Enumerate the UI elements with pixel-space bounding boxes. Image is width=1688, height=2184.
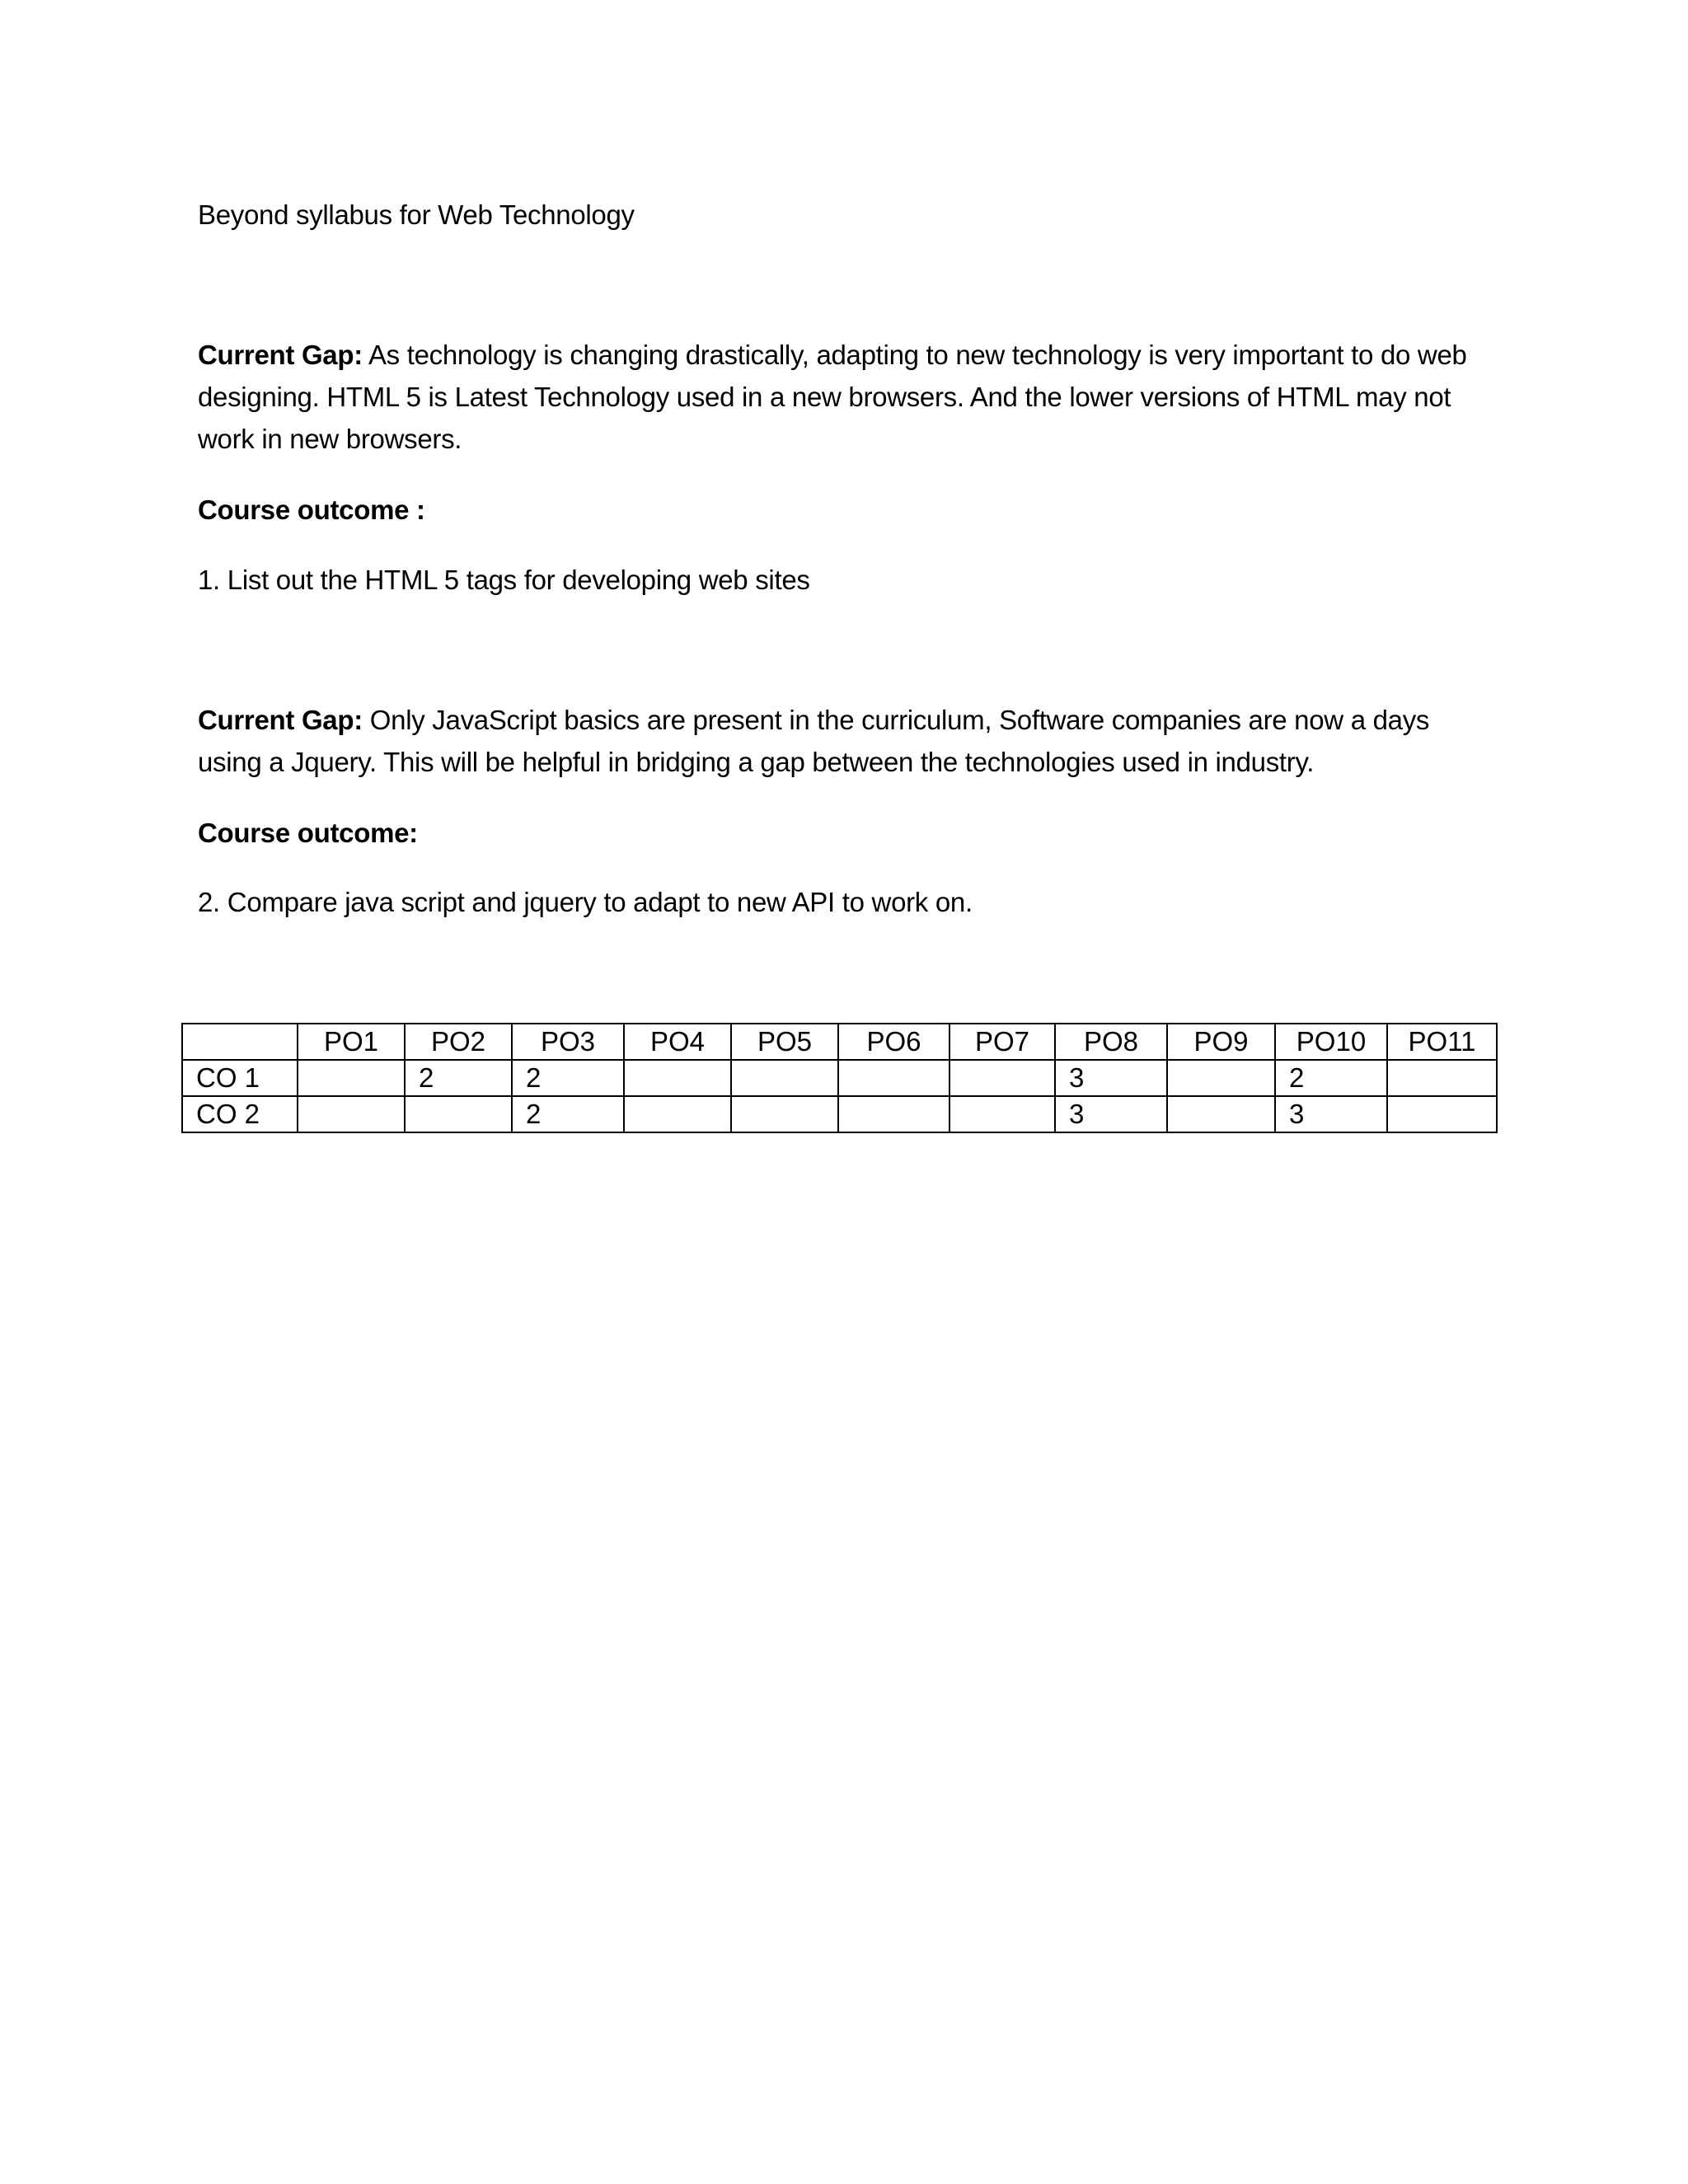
header-cell-po10: PO10 bbox=[1275, 1024, 1387, 1060]
header-cell-empty bbox=[182, 1024, 298, 1060]
table-row bbox=[182, 1060, 1497, 1096]
table-cell bbox=[1167, 1096, 1275, 1132]
table-cell bbox=[950, 1096, 1055, 1132]
table-cell bbox=[838, 1096, 950, 1132]
header-cell-po7: PO7 bbox=[950, 1024, 1055, 1060]
current-gap-text-2: Only JavaScript basics are present in the curriculum, Software companies are now a days using a Jquery. This will be helpful in bridging a gap between the technologies used in industry. bbox=[198, 705, 1430, 777]
course-outcome-item-1: 1. List out the HTML 5 tags for developing web sites bbox=[198, 565, 810, 595]
co-po-mapping-table bbox=[181, 1023, 1498, 1133]
current-gap-paragraph-2 bbox=[198, 699, 1500, 783]
header-cell-po3: PO3 bbox=[512, 1024, 624, 1060]
header-cell-po5: PO5 bbox=[731, 1024, 838, 1060]
document-title: Beyond syllabus for Web Technology bbox=[198, 199, 635, 230]
table-cell bbox=[298, 1096, 405, 1132]
current-gap-label-1: Current Gap: bbox=[198, 340, 363, 370]
table-cell bbox=[624, 1096, 731, 1132]
table-cell bbox=[624, 1060, 731, 1096]
course-outcome-heading-2: Course outcome: bbox=[198, 818, 418, 848]
course-outcome-heading-1: Course outcome : bbox=[198, 494, 425, 525]
current-gap-text-1: As technology is changing drastically, adapting to new technology is very important to do web designing. HTML 5 is Latest Technology used in a new browsers. And the lower versions of HTML may not work in new browsers. bbox=[198, 340, 1467, 454]
table-cell bbox=[405, 1096, 512, 1132]
table-cell bbox=[838, 1060, 950, 1096]
table-cell: 3 bbox=[1055, 1060, 1167, 1096]
header-cell-po4: PO4 bbox=[624, 1024, 731, 1060]
header-cell-po2: PO2 bbox=[405, 1024, 512, 1060]
table-cell bbox=[1387, 1096, 1497, 1132]
table-row bbox=[182, 1096, 1497, 1132]
table-cell: 2 bbox=[512, 1096, 624, 1132]
header-cell-po6: PO6 bbox=[838, 1024, 950, 1060]
row-label-co2: CO 2 bbox=[182, 1096, 298, 1132]
table-cell bbox=[731, 1060, 838, 1096]
table-cell: 2 bbox=[405, 1060, 512, 1096]
table-cell: 2 bbox=[512, 1060, 624, 1096]
header-cell-po1: PO1 bbox=[298, 1024, 405, 1060]
table-cell bbox=[1167, 1060, 1275, 1096]
table-cell: 2 bbox=[1275, 1060, 1387, 1096]
table-cell: 3 bbox=[1275, 1096, 1387, 1132]
header-cell-po11: PO11 bbox=[1387, 1024, 1497, 1060]
header-cell-po9: PO9 bbox=[1167, 1024, 1275, 1060]
table-cell: 3 bbox=[1055, 1096, 1167, 1132]
table-header-row bbox=[182, 1024, 1497, 1060]
header-cell-po8: PO8 bbox=[1055, 1024, 1167, 1060]
table-cell bbox=[950, 1060, 1055, 1096]
table-cell bbox=[731, 1096, 838, 1132]
course-outcome-item-2: 2. Compare java script and jquery to adapt to new API to work on. bbox=[198, 887, 973, 917]
table-cell bbox=[298, 1060, 405, 1096]
current-gap-paragraph-1 bbox=[198, 334, 1500, 460]
row-label-co1: CO 1 bbox=[182, 1060, 298, 1096]
table-cell bbox=[1387, 1060, 1497, 1096]
current-gap-label-2: Current Gap: bbox=[198, 705, 363, 735]
